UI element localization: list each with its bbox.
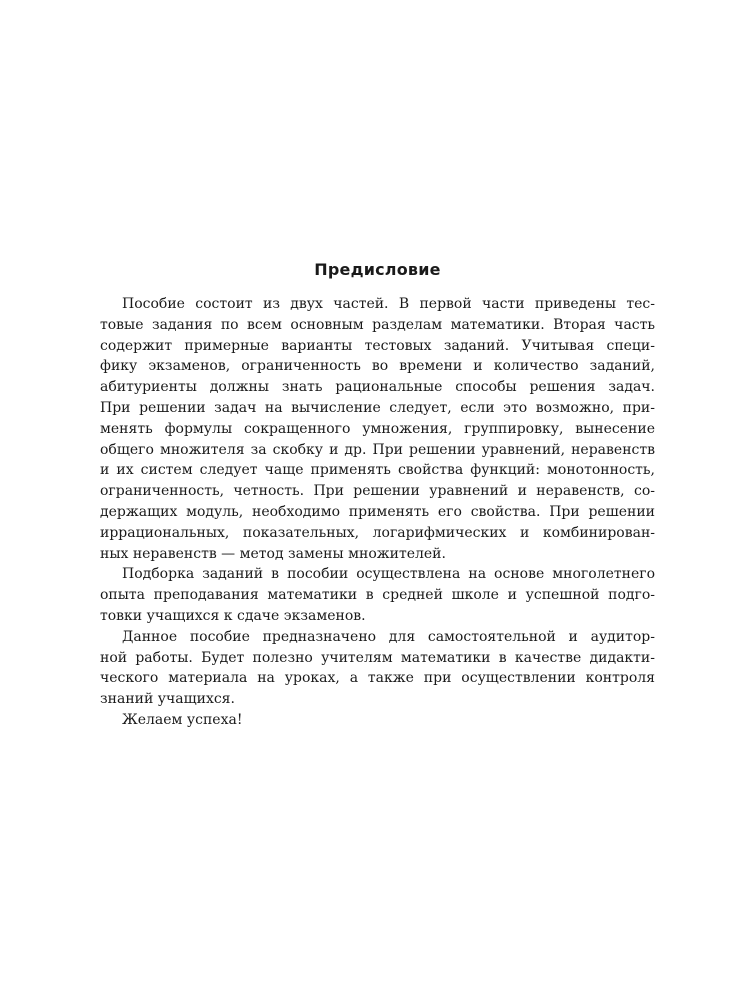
text-line: знаний учащихся. (100, 691, 235, 708)
text-line: ных неравенств — метод замены множителей. (100, 545, 446, 562)
text-line: абитуриенты должны знать рациональные способы решения задач. (100, 379, 655, 396)
text-line: Пособие состоит из двух частей. В первой части приведены тес- (122, 296, 655, 312)
preface-paragraph (100, 564, 655, 626)
text-line: и их систем следует чаще применять свойства функций: монотонность, (100, 462, 655, 479)
preface-paragraph (100, 710, 655, 731)
text-line: Данное пособие предназначено для самостоятельной и аудитор- (122, 628, 655, 645)
preface-title: Предисловие (314, 260, 441, 279)
text-line: держащих модуль, необходимо применять его свойства. При решении (100, 503, 655, 520)
text-line: менять формулы сокращенного умножения, группировку, вынесение (100, 420, 655, 437)
text-line: Желаем успеха! (122, 711, 243, 728)
text-line: общего множителя за скобку и др. При решении уравнений, неравенств (100, 441, 655, 458)
text-line: ной работы. Будет полезно учителям математики в качестве дидакти- (100, 649, 655, 666)
text-line: При решении задач на вычисление следует, если это возможно, при- (100, 399, 655, 416)
text-line: ограниченность, четность. При решении уравнений и неравенств, со- (100, 483, 655, 500)
text-line: Подборка заданий в пособии осуществлена на основе многолетнего (122, 566, 655, 583)
preface-page (100, 258, 655, 731)
text-line: товые задания по всем основным разделам математики. Вторая часть (100, 316, 655, 333)
text-line: фику экзаменов, ограниченность во времени и количество заданий, (100, 358, 655, 375)
preface-paragraph (100, 627, 655, 710)
text-line: товки учащихся к сдаче экзаменов. (100, 607, 366, 624)
text-line: опыта преподавания математики в средней школе и успешной подго- (100, 587, 655, 604)
preface-paragraph (100, 294, 655, 564)
text-line: ческого материала на уроках, а также при осуществлении контроля (100, 670, 655, 687)
text-line: иррациональных, показательных, логарифмических и комбинирован- (100, 524, 655, 541)
text-line: содержит примерные варианты тестовых заданий. Учитывая специ- (100, 337, 655, 354)
